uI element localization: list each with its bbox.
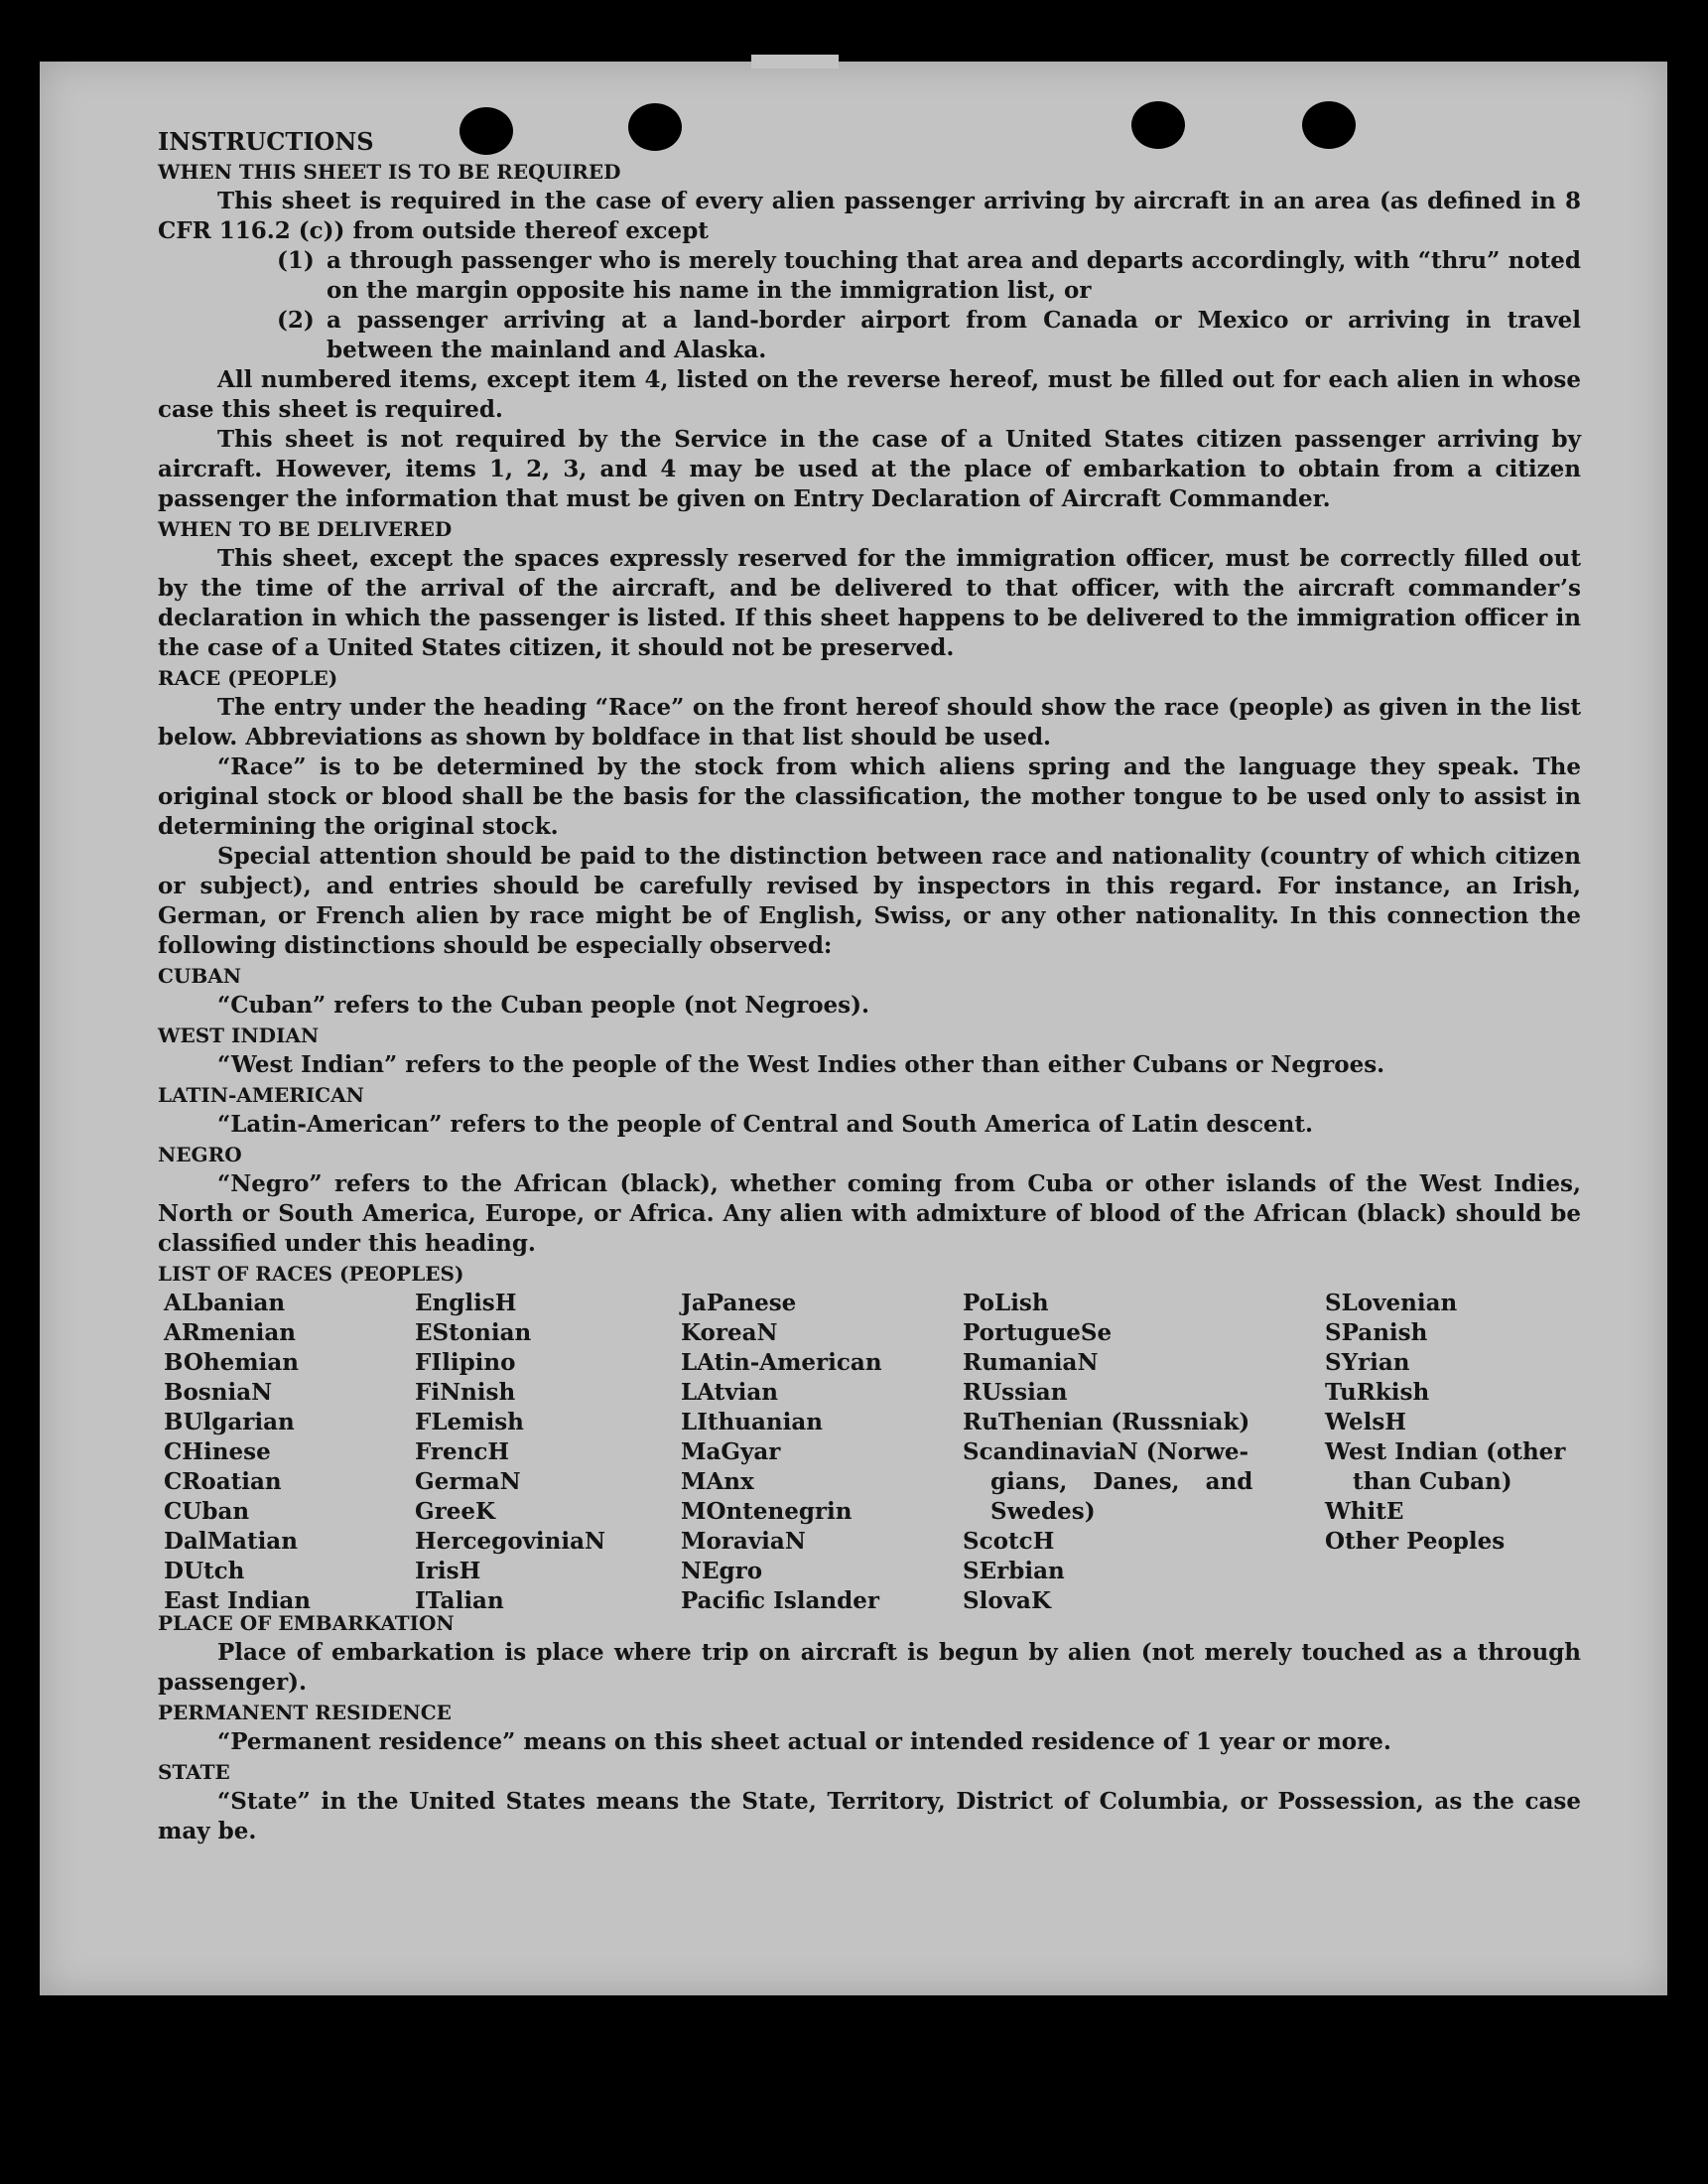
latin-american-paragraph: “Latin-American” refers to the people of Central and South America of Latin descent. — [217, 1111, 1313, 1138]
races-column — [164, 1289, 311, 1616]
races-list — [158, 1289, 1581, 1614]
citizen-paragraph: This sheet is not required by the Service in the case of a United States citizen passenger arriving by aircraft. However, items 1, 2, 3, and 4 may be used at the place of embarkation to obtain from a citizen passenger the information that must be given on Entry Declaration of Aircraft Commander. — [158, 426, 1581, 512]
race-entry: ITalian — [415, 1587, 504, 1614]
race-entry: PoLish — [963, 1290, 1049, 1316]
instructions-content — [158, 127, 1581, 1846]
race-entry: East Indian — [164, 1587, 311, 1614]
race-entry: EStonian — [415, 1319, 532, 1346]
race-entry: EnglisH — [415, 1290, 517, 1316]
race-entry: ScotcH — [963, 1528, 1055, 1555]
permanent-residence-heading: PERMANENT RESIDENCE — [158, 1701, 452, 1724]
sheet-top-tab — [751, 55, 839, 68]
exception-text: a through passenger who is merely touching that area and departs accordingly, with “thru” noted on the margin opposite his name in the immigration list, or — [327, 247, 1581, 304]
required-heading: WHEN THIS SHEET IS TO BE REQUIRED — [158, 160, 621, 184]
race-entry: RuThenian (Russniak) — [963, 1409, 1250, 1435]
race-entry: PortugueSe — [963, 1319, 1113, 1346]
race-entry: BOhemian — [164, 1349, 299, 1376]
race-entry: LAtin-American — [681, 1349, 882, 1376]
race-entry: GermaN — [415, 1468, 521, 1495]
race-entry-west-indian: West Indian (other — [1325, 1438, 1566, 1465]
race-entry: MoraviaN — [681, 1528, 806, 1555]
race-entry: HercegovinіaN — [415, 1528, 606, 1555]
race-entry: CUban — [164, 1498, 250, 1525]
exception-text: a passenger arriving at a land-border airport from Canada or Mexico or arriving in travel between the mainland and Alaska. — [327, 307, 1581, 363]
race-entry: BUlgarian — [164, 1409, 295, 1435]
race-entry: RumaniaN — [963, 1349, 1099, 1376]
race-entry: MaGyar — [681, 1438, 781, 1465]
race-entry: LAtvian — [681, 1379, 778, 1406]
race-entry: SlovaK — [963, 1587, 1051, 1614]
items-paragraph: All numbered items, except item 4, listed on the reverse hereof, must be filled out for each alien in whose case this sheet is required. — [158, 366, 1581, 423]
negro-paragraph: “Negro” refers to the African (black), whether coming from Cuba or other islands of the West Indies, North or South America, Europe, or Africa. Any alien with admixture of blood of the African (black) should be classified under this heading. — [158, 1170, 1581, 1257]
west-indian-paragraph: “West Indian” refers to the people of the West Indies other than either Cubans or Negroes. — [217, 1051, 1385, 1078]
embarkation-paragraph: Place of embarkation is place where trip on aircraft is begun by alien (not merely touched as a through passenger). — [158, 1639, 1581, 1696]
race-entry: FIlipino — [415, 1349, 516, 1376]
race-entry: CRoatian — [164, 1468, 282, 1495]
race-entry: WelsH — [1325, 1409, 1407, 1435]
race-entry: FrencH — [415, 1438, 510, 1465]
race-entry: NEgro — [681, 1558, 763, 1584]
race-entry: SPanish — [1325, 1319, 1428, 1346]
race-entry: FLemish — [415, 1409, 524, 1435]
races-column — [963, 1289, 1260, 1616]
race-entry: RUssian — [963, 1379, 1068, 1406]
state-paragraph: “State” in the United States means the State, Territory, District of Columbia, or Possession, as the case may be. — [158, 1788, 1581, 1844]
race-entry: SErbian — [963, 1558, 1065, 1584]
races-column — [1325, 1289, 1581, 1557]
exception-number: (2) — [277, 307, 315, 334]
exception-item — [158, 246, 1581, 306]
race-paragraph: Special attention should be paid to the distinction between race and nationality (country of which citizen or subject), and entries should be carefully revised by inspectors in this regard. For instance, an Irish, German, or French alien by race might be of English, Swiss, or any other nationality. In this connection the following distinctions should be especially observed: — [158, 843, 1581, 959]
west-indian-heading: WEST INDIAN — [158, 1024, 320, 1047]
delivered-heading: WHEN TO BE DELIVERED — [158, 517, 453, 541]
race-entry: TuRkish — [1325, 1379, 1430, 1406]
race-entry: BosniaN — [164, 1379, 273, 1406]
race-entry-scandinavian: ScandinaviaN (Norwe- — [963, 1438, 1249, 1465]
race-entry: IrisH — [415, 1558, 481, 1584]
race-entry: Pacific Islander — [681, 1587, 879, 1614]
race-paragraph: The entry under the heading “Race” on the front hereof should show the race (people) as given in the list below. Abbreviations as shown by boldface in that list should be used. — [158, 694, 1581, 751]
list-of-races-heading: LIST OF RACES (PEOPLES) — [158, 1262, 464, 1286]
race-entry: JaPanese — [681, 1290, 797, 1316]
race-entry: WhitE — [1325, 1498, 1404, 1525]
race-entry: ARmenian — [164, 1319, 297, 1346]
race-entry-scandinavian-continued: Swedes) — [990, 1498, 1096, 1525]
negro-heading: NEGRO — [158, 1143, 242, 1166]
race-entry: GreeK — [415, 1498, 496, 1525]
race-entry: LIthuanian — [681, 1409, 823, 1435]
exception-item — [158, 306, 1581, 365]
race-entry: SYrian — [1325, 1349, 1410, 1376]
delivered-paragraph: This sheet, except the spaces expressly reserved for the immigration officer, must be correctly filled out by the time of the arrival of the aircraft, and be delivered to that officer, with the aircraft commander’s declaration in which the passenger is listed. If this sheet happens to be delivered to the immigration officer in the case of a United States citizen, it should not be preserved. — [158, 545, 1581, 661]
race-entry: Other Peoples — [1325, 1528, 1506, 1555]
exception-number: (1) — [277, 247, 315, 274]
race-entry: KoreaN — [681, 1319, 778, 1346]
race-entry: DalMatian — [164, 1528, 298, 1555]
race-entry: CHinese — [164, 1438, 271, 1465]
cuban-heading: CUBAN — [158, 964, 242, 988]
race-entry: SLovenian — [1325, 1290, 1458, 1316]
race-paragraph: “Race” is to be determined by the stock from which aliens spring and the language they speak. The original stock or blood shall be the basis for the classification, the mother tongue to be used only to assist in determining the original stock. — [158, 753, 1581, 840]
race-entry: ALbanian — [164, 1290, 286, 1316]
latin-american-heading: LATIN-AMERICAN — [158, 1083, 364, 1107]
race-entry: MAnx — [681, 1468, 754, 1495]
race-entry-scandinavian-continued: gians, Danes, and — [990, 1468, 1253, 1495]
cuban-paragraph: “Cuban” refers to the Cuban people (not Negroes). — [217, 992, 870, 1019]
state-heading: STATE — [158, 1760, 230, 1784]
instructions-title: INSTRUCTIONS — [158, 127, 374, 156]
races-column — [681, 1289, 882, 1616]
race-entry-west-indian-continued: than Cuban) — [1353, 1468, 1512, 1495]
race-entry: DUtch — [164, 1558, 245, 1584]
permanent-residence-paragraph: “Permanent residence” means on this sheet actual or intended residence of 1 year or more. — [217, 1728, 1391, 1755]
embarkation-heading: PLACE OF EMBARKATION — [158, 1611, 455, 1635]
required-paragraph: This sheet is required in the case of every alien passenger arriving by aircraft in an area (as defined in 8 CFR 116.2 (c)) from outside thereof except — [158, 188, 1581, 244]
races-column — [415, 1289, 605, 1616]
race-entry: MOntenegrin — [681, 1498, 853, 1525]
race-heading: RACE (PEOPLE) — [158, 666, 338, 690]
race-entry: FiNnish — [415, 1379, 516, 1406]
